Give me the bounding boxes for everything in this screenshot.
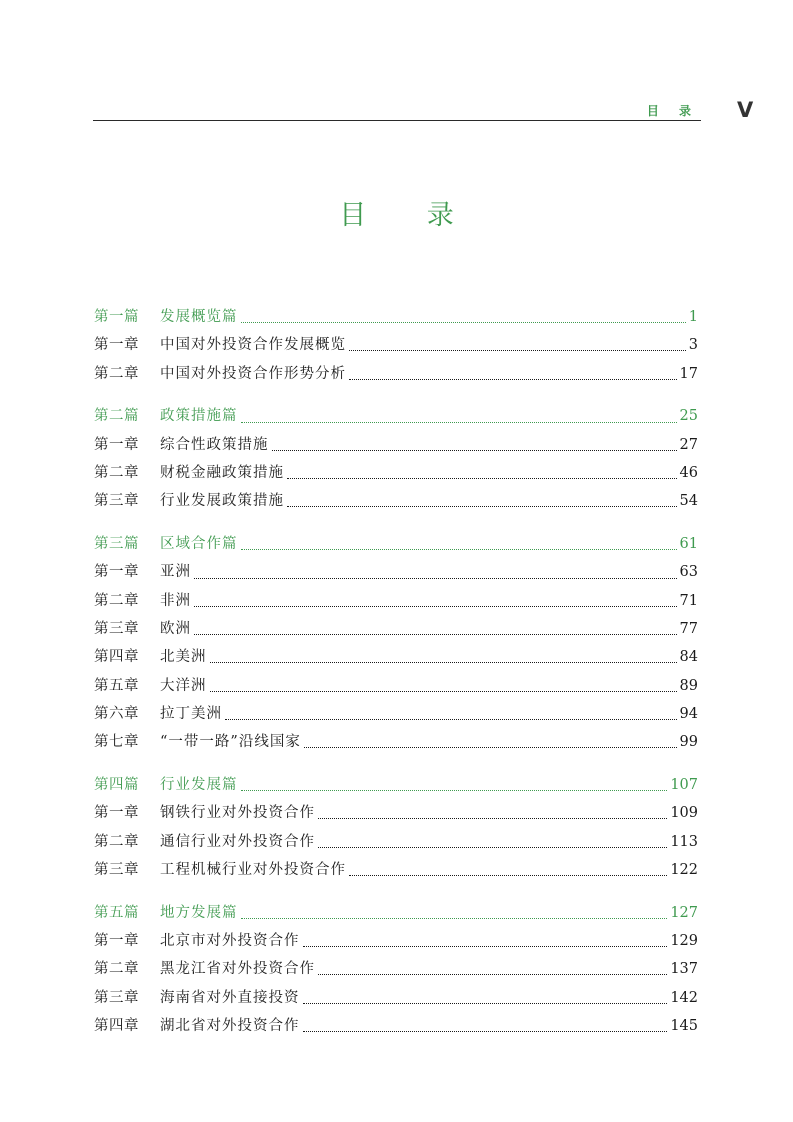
toc-chapter-entry[interactable] <box>94 487 698 515</box>
chapter-label: 第三章 <box>94 620 139 637</box>
toc-part-block <box>94 899 698 1040</box>
chapter-page-number: 142 <box>670 989 698 1006</box>
toc-chapter-entry[interactable] <box>94 558 698 586</box>
chapter-title: 财税金融政策措施 <box>160 464 284 481</box>
part-page-number: 61 <box>679 536 698 553</box>
toc-part-block <box>94 530 698 756</box>
chapter-title: 欧洲 <box>160 620 191 637</box>
toc-chapter-entry[interactable] <box>94 799 698 827</box>
dot-leader <box>303 945 668 947</box>
toc-chapter-entry[interactable] <box>94 459 698 487</box>
part-title: 行业发展篇 <box>160 776 238 793</box>
chapter-title: 海南省对外直接投资 <box>160 989 300 1006</box>
dot-leader <box>194 633 677 635</box>
toc-part-block <box>94 402 698 515</box>
toc-part-block <box>94 303 698 388</box>
chapter-title: 钢铁行业对外投资合作 <box>160 805 315 822</box>
chapter-title: 中国对外投资合作发展概览 <box>160 337 346 354</box>
chapter-title: 工程机械行业对外投资合作 <box>160 861 346 878</box>
part-page-number: 107 <box>670 776 698 793</box>
chapter-page-number: 54 <box>679 493 698 510</box>
chapter-page-number: 27 <box>679 436 698 453</box>
toc-chapter-entry[interactable] <box>94 728 698 756</box>
dot-leader <box>318 817 667 819</box>
toc-chapter-entry[interactable] <box>94 331 698 359</box>
chapter-label: 第七章 <box>94 734 139 751</box>
chapter-page-number: 63 <box>679 564 698 581</box>
toc-chapter-entry[interactable] <box>94 643 698 671</box>
dot-leader <box>210 690 677 692</box>
chapter-page-number: 113 <box>670 833 698 850</box>
toc-part-entry[interactable] <box>94 899 698 927</box>
toc-part-entry[interactable] <box>94 402 698 430</box>
part-label: 第一篇 <box>94 309 139 325</box>
dot-leader <box>349 378 677 380</box>
chapter-label: 第五章 <box>94 677 139 694</box>
chapter-title: 北美洲 <box>160 649 207 666</box>
dot-leader <box>210 661 677 663</box>
chapter-page-number: 122 <box>670 861 698 878</box>
chapter-page-number: 17 <box>679 365 698 382</box>
toc-chapter-entry[interactable] <box>94 587 698 615</box>
chapter-title: 行业发展政策措施 <box>160 493 284 510</box>
part-page-number: 25 <box>679 408 698 425</box>
chapter-label: 第一章 <box>94 932 139 949</box>
chapter-label: 第四章 <box>94 649 139 666</box>
chapter-label: 第四章 <box>94 1017 139 1034</box>
dot-leader <box>318 846 667 848</box>
dot-leader <box>303 1002 668 1004</box>
dot-leader <box>241 421 677 423</box>
table-of-contents <box>94 303 698 1055</box>
dot-leader <box>287 477 677 479</box>
chapter-title: 综合性政策措施 <box>160 436 269 453</box>
toc-part-entry[interactable] <box>94 530 698 558</box>
part-label: 第三篇 <box>94 536 139 553</box>
dot-leader <box>304 746 677 748</box>
toc-chapter-entry[interactable] <box>94 360 698 388</box>
chapter-label: 第二章 <box>94 464 139 481</box>
chapter-label: 第二章 <box>94 365 139 382</box>
toc-chapter-entry[interactable] <box>94 700 698 728</box>
toc-chapter-entry[interactable] <box>94 856 698 884</box>
part-label: 第五篇 <box>94 904 139 921</box>
chapter-title: 亚洲 <box>160 564 191 581</box>
toc-chapter-entry[interactable] <box>94 984 698 1012</box>
dot-leader <box>194 577 677 579</box>
chapter-label: 第三章 <box>94 861 139 878</box>
chapter-label: 第一章 <box>94 337 139 354</box>
chapter-page-number: 84 <box>679 649 698 666</box>
dot-leader <box>241 548 677 550</box>
chapter-page-number: 46 <box>679 464 698 481</box>
chapter-label: 第三章 <box>94 989 139 1006</box>
chapter-label: 第一章 <box>94 564 139 581</box>
dot-leader <box>225 718 677 720</box>
running-header <box>93 100 701 121</box>
dot-leader <box>272 449 677 451</box>
chapter-title: 非洲 <box>160 592 191 609</box>
dot-leader <box>349 874 667 876</box>
part-page-number: 127 <box>670 904 698 921</box>
part-title: 政策措施篇 <box>160 408 238 425</box>
dot-leader <box>241 789 668 791</box>
chapter-page-number: 99 <box>679 734 698 751</box>
page-number: V <box>737 98 754 122</box>
chapter-page-number: 89 <box>679 677 698 694</box>
chapter-page-number: 109 <box>670 805 698 822</box>
running-title: 目 录 <box>646 104 699 118</box>
chapter-page-number: 71 <box>679 592 698 609</box>
toc-chapter-entry[interactable] <box>94 955 698 983</box>
dot-leader <box>241 917 668 919</box>
dot-leader <box>318 973 667 975</box>
toc-part-block <box>94 771 698 884</box>
part-title: 区域合作篇 <box>160 536 238 553</box>
toc-chapter-entry[interactable] <box>94 431 698 459</box>
dot-leader <box>349 349 686 351</box>
chapter-title: “一带一路”沿线国家 <box>160 734 301 751</box>
part-label: 第二篇 <box>94 408 139 425</box>
toc-chapter-entry[interactable] <box>94 828 698 856</box>
part-title: 发展概览篇 <box>160 309 238 325</box>
chapter-page-number: 77 <box>679 620 698 637</box>
chapter-label: 第一章 <box>94 805 139 822</box>
chapter-label: 第六章 <box>94 705 139 722</box>
chapter-label: 第一章 <box>94 436 139 453</box>
chapter-title: 大洋洲 <box>160 677 207 694</box>
chapter-title: 湖北省对外投资合作 <box>160 1017 300 1034</box>
dot-leader <box>287 505 677 507</box>
chapter-label: 第二章 <box>94 961 139 978</box>
chapter-label: 第三章 <box>94 493 139 510</box>
part-label: 第四篇 <box>94 776 139 793</box>
chapter-title: 通信行业对外投资合作 <box>160 833 315 850</box>
chapter-page-number: 129 <box>670 932 698 949</box>
toc-title: 目 录 <box>339 200 480 231</box>
toc-part-entry[interactable] <box>94 771 698 799</box>
chapter-title: 中国对外投资合作形势分析 <box>160 365 346 382</box>
toc-chapter-entry[interactable] <box>94 615 698 643</box>
dot-leader <box>241 321 686 323</box>
part-page-number: 1 <box>688 309 698 325</box>
toc-part-entry[interactable] <box>94 303 698 331</box>
chapter-page-number: 94 <box>679 705 698 722</box>
chapter-page-number: 145 <box>670 1017 698 1034</box>
chapter-title: 黑龙江省对外投资合作 <box>160 961 315 978</box>
chapter-label: 第二章 <box>94 592 139 609</box>
toc-chapter-entry[interactable] <box>94 1012 698 1040</box>
chapter-page-number: 137 <box>670 961 698 978</box>
chapter-page-number: 3 <box>688 337 698 354</box>
toc-chapter-entry[interactable] <box>94 927 698 955</box>
chapter-label: 第二章 <box>94 833 139 850</box>
dot-leader <box>303 1030 668 1032</box>
dot-leader <box>194 605 677 607</box>
chapter-title: 拉丁美洲 <box>160 705 222 722</box>
chapter-title: 北京市对外投资合作 <box>160 932 300 949</box>
part-title: 地方发展篇 <box>160 904 238 921</box>
toc-chapter-entry[interactable] <box>94 672 698 700</box>
